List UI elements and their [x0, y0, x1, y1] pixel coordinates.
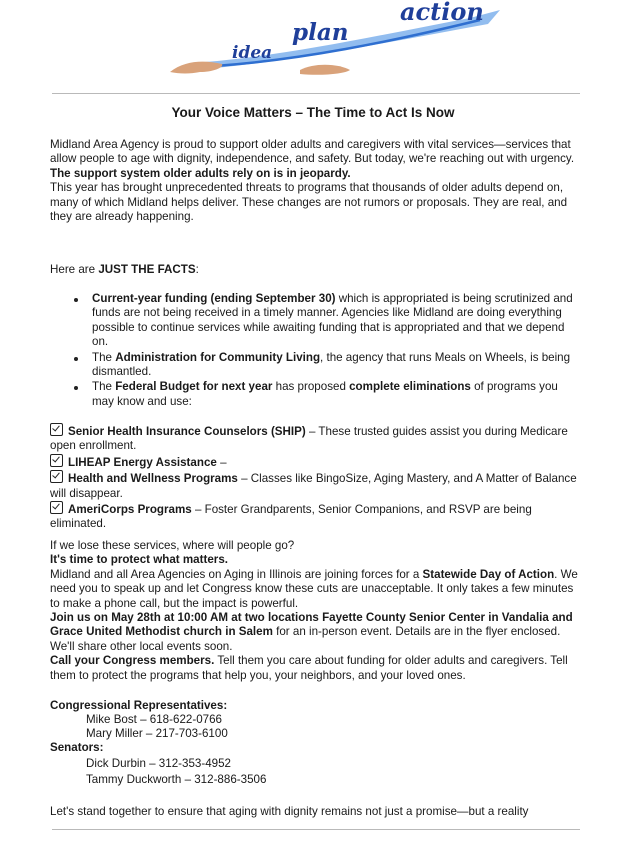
list-item — [92, 351, 582, 380]
header-logo — [0, 0, 626, 90]
bullet-text: , the agency that runs Meals on Wheels, is being dismantled. — [92, 350, 571, 379]
facts-list — [92, 292, 582, 410]
bullet-bold: Federal Budget for next year — [115, 380, 273, 394]
senator-contact: Dick Durbin – 312-353-4952 — [86, 757, 232, 770]
action-block — [50, 539, 580, 683]
bullet-pre: The — [92, 350, 116, 364]
intro-text: Midland Area Agency is proud to support older adults and caregivers with vital services—services that allow people to age with dignity, independence, and safety. But today, we're reaching out with urgency. — [50, 138, 575, 166]
program-desc: – Classes like BingoSize, Aging Mastery, and A Matter of Balance will disappear. — [50, 472, 577, 500]
jeopardy-heading: The support system older adults rely on is in jeopardy. — [50, 166, 351, 180]
bullet-bold: Current-year funding (ending September 30) — [92, 292, 336, 305]
right-hand-icon — [300, 65, 350, 75]
checkbox-icon — [50, 423, 63, 436]
call-bold: Call your Congress members. — [50, 654, 215, 668]
jeopardy-body: This year has brought unprecedented threats to programs that thousands of older adults depend on, many of which Midland helps deliver. These changes are not rumors or proposals. They are real, and they are already happening. — [50, 181, 568, 224]
logo-word-idea: idea — [232, 43, 273, 63]
logo-word-plan: plan — [292, 19, 349, 46]
list-item — [92, 292, 582, 350]
bullet-text-2: of programs you may know and use: — [92, 380, 558, 408]
statewide-pre: Midland and all Area Agencies on Aging in Illinois are joining forces for a — [50, 567, 423, 581]
left-hand-icon — [170, 62, 222, 74]
program-desc: – Foster Grandparents, Senior Companions, and RSVP are being eliminated. — [50, 503, 532, 531]
bullet-text: has proposed — [272, 380, 350, 394]
program-desc: – — [216, 455, 227, 469]
closing-line: Let's stand together to ensure that aging with dignity remains not just a promise—but a reality — [50, 805, 529, 818]
checkbox-icon — [50, 501, 63, 514]
list-item — [92, 380, 582, 409]
call-post: Tell them you care about funding for older adults and caregivers. Tell them to protect the programs that help you, your neighbors, and your loved ones. — [50, 654, 568, 682]
bullet-bold: Administration for Community Living — [115, 350, 321, 364]
statewide-post: . We need you to speak up and let Congress know these cuts are unacceptable. It only takes a few minutes to make a phone call, but the impact is powerful. — [50, 567, 578, 610]
facts-line — [50, 263, 580, 277]
program-desc: – These trusted guides assist you during Medicare open enrollment. — [50, 425, 568, 453]
senators-heading: Senators: — [50, 741, 104, 754]
join-post: for an in-person event. Details are in the flyer enclosed. We'll share other local events soon. — [50, 625, 561, 653]
footer-divider — [52, 829, 580, 830]
program-name: Senior Health Insurance Counselors (SHIP) — [68, 425, 306, 438]
program-name: Health and Wellness Programs — [68, 472, 238, 486]
senator-contact: Tammy Duckworth – 312-886-3506 — [86, 773, 267, 786]
bullet-pre: The — [92, 380, 116, 394]
header-divider — [52, 93, 580, 94]
checkbox-icon — [50, 470, 63, 483]
page-title: Your Voice Matters – The Time to Act Is Now — [171, 105, 455, 120]
join-bold: Join us on May 28th at 10:00 AM at two locations Fayette County Senior Center in Vandalia and Grace United Methodist church in Salem — [50, 611, 573, 639]
reps-heading: Congressional Representatives: — [50, 699, 228, 712]
checkbox-icon — [50, 454, 63, 467]
logo-word-action: action — [400, 0, 484, 26]
idea-plan-action-logo — [0, 0, 626, 90]
programs-block — [50, 423, 580, 532]
protect-heading: It's time to protect what matters. — [50, 553, 228, 567]
statewide-bold: Statewide Day of Action — [422, 567, 555, 581]
facts-bold: JUST THE FACTS — [98, 263, 196, 276]
intro-paragraph — [50, 138, 580, 224]
facts-suffix: : — [195, 263, 199, 276]
rep-contact: Mike Bost – 618-622-0766 — [86, 713, 222, 726]
facts-prefix: Here are — [50, 263, 99, 276]
rep-contact: Mary Miller – 217-703-6100 — [86, 727, 228, 740]
program-name: LIHEAP Energy Assistance — [68, 455, 217, 469]
bullet-bold-2: complete eliminations — [349, 380, 471, 394]
bullet-text: which is appropriated is being scrutinized and funds are not being received in a timely manner. Agencies like Midland are doing everything possible to continue services while awaiting funding that is appropriated and that we depend on. — [92, 292, 573, 349]
where-go-text: If we lose these services, where will people go? — [50, 539, 295, 552]
program-name: AmeriCorps Programs — [68, 503, 192, 517]
